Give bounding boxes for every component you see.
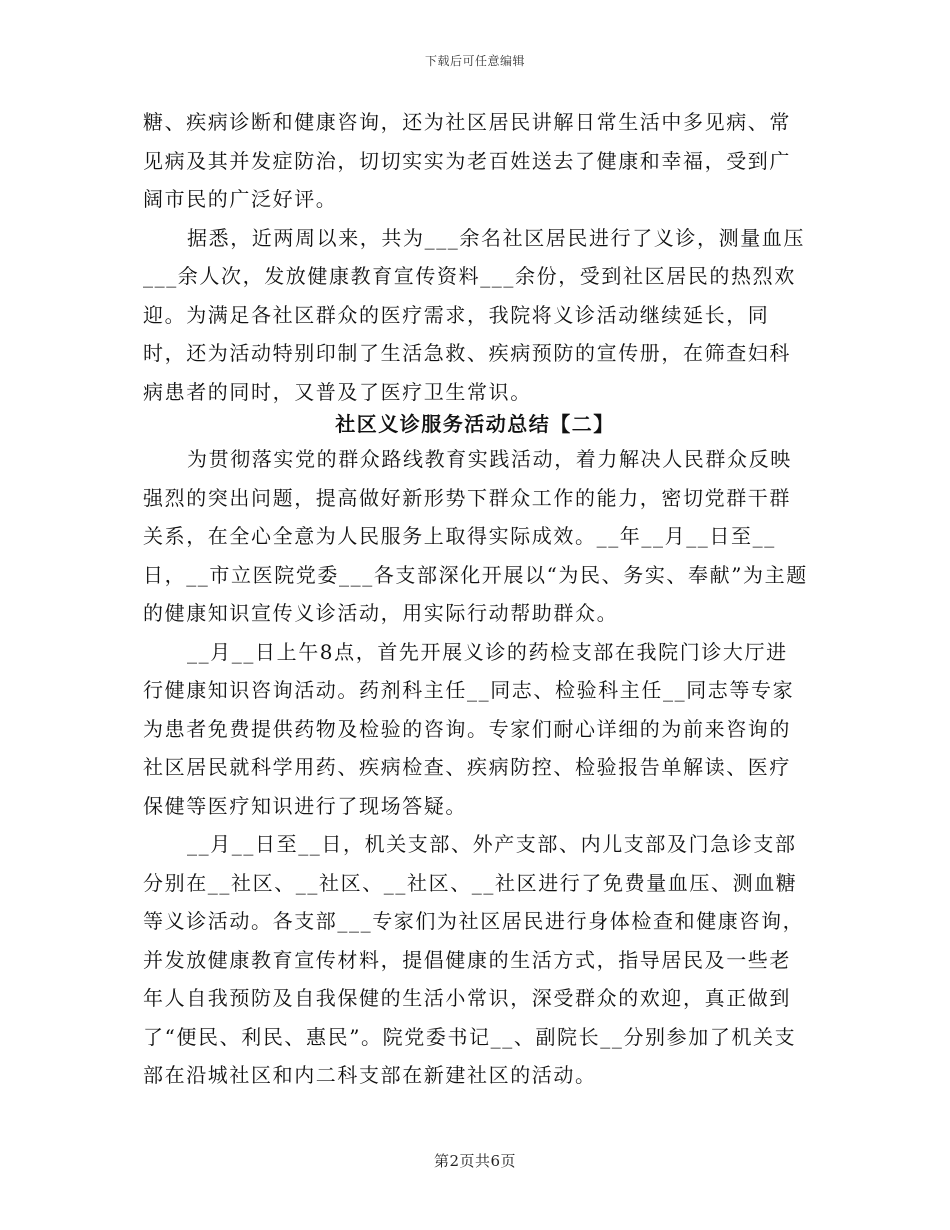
paragraph: 为贯彻落实党的群众路线教育实践活动，着力解决人民群众反映强烈的突出问题，提高做好新形势下群众工作的能力，密切党群干群关系，在全心全意为人民服务上取得实际成效。__年__月__日至__日，__市立医院党委___各支部深化开展以“为民、务实、奉献”为主题的健康知识宣传义诊活动，用实际行动帮助群众。 (143, 447, 808, 625)
section-1-body (143, 103, 808, 411)
paragraph: __月__日上午8点，首先开展义诊的药检支部在我院门诊大厅进行健康知识咨询活动。药剂科主任__同志、检验科主任__同志等专家为患者免费提供药物及检验的咨询。专家们耐心详细的为前来咨询的社区居民就科学用药、疾病检查、疾病防控、检验报告单解读、医疗保健等医疗知识进行了现场答疑。 (143, 639, 795, 818)
paragraph-continuation: 糖、疾病诊断和健康咨询，还为社区居民讲解日常生活中多见病、常见病及其并发症防治，切切实实为老百姓送去了健康和幸福，受到广阔市民的广泛好评。 (143, 110, 791, 211)
section-title: 社区义诊服务活动总结【二】 (335, 412, 615, 436)
paragraph: 据悉，近两周以来，共为___余名社区居民进行了义诊，测量血压___余人次，发放健康教育宣传资料___余份，受到社区居民的热烈欢迎。为满足各社区群众的医疗需求，我院将义诊活动继续延长，同时，还为活动特别印制了生活急救、疾病预防的宣传册，在筛查妇科病患者的同时，又普及了医疗卫生常识。 (143, 225, 805, 404)
paragraph: __月__日至__日，机关支部、外产支部、内儿支部及门急诊支部分别在__社区、__社区、__社区、__社区进行了免费量血压、测血糖等义诊活动。各支部___专家们为社区居民进行身体检查和健康咨询，并发放健康教育宣传材料，提倡健康的生活方式，指导居民及一些老年人自我预防及自我保健的生活小常识，深受群众的欢迎，真正做到了“便民、利民、惠民”。院党委书记__、副院长__分别参加了机关支部在沿城社区和内二科支部在新建社区的活动。 (143, 832, 805, 1087)
section-2-body (143, 440, 808, 1095)
page-footer-indicator: 第2页共6页 (433, 1152, 517, 1170)
page-header-note: 下载后可任意编辑 (424, 54, 525, 68)
